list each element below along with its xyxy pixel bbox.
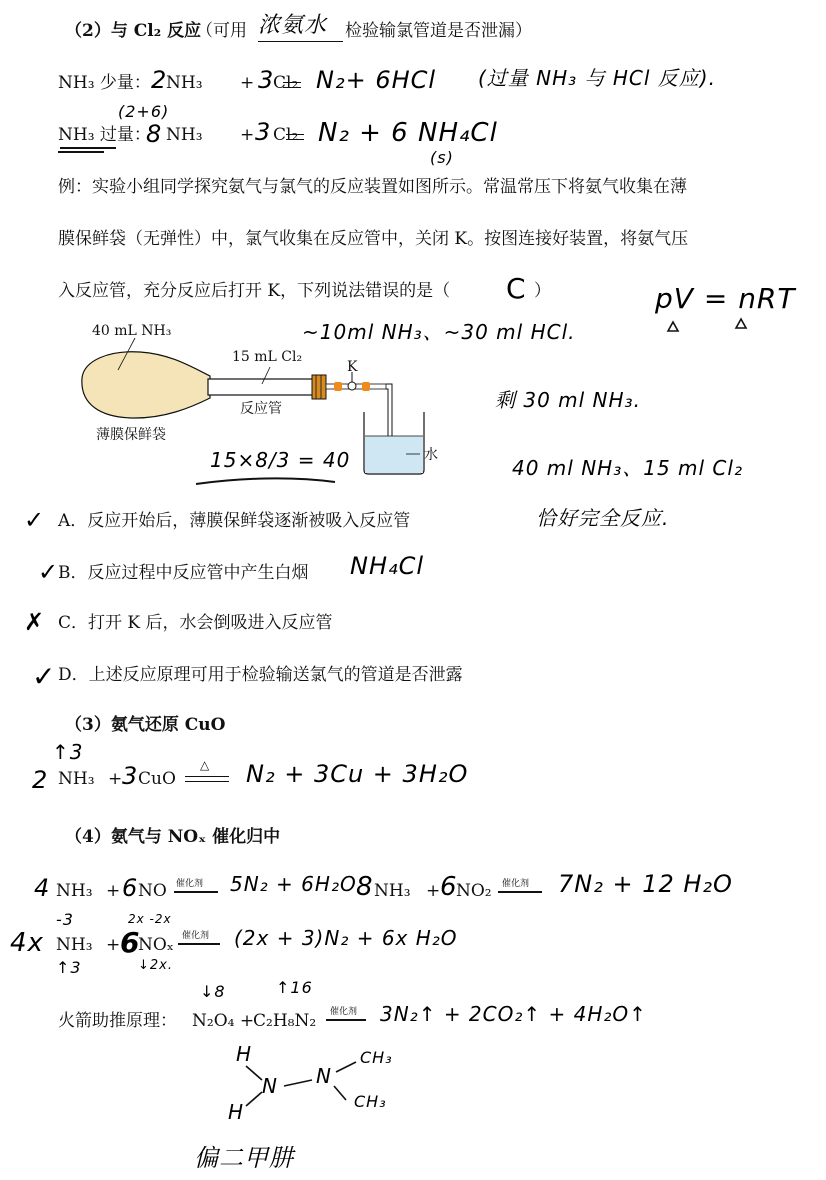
hw-remaining: 剩 30 ml NH₃. xyxy=(495,388,641,412)
nh3-excess-solid: (s) xyxy=(430,148,454,167)
s3-coef2: 3 xyxy=(122,762,139,790)
example-line-3: 入反应管，充分反应后打开 K，下列说法错误的是（ xyxy=(58,281,451,301)
plus: + xyxy=(108,769,123,789)
nh3-excess-label: NH₃ 过量： xyxy=(58,125,151,145)
nh3-little-cl2: Cl₂ xyxy=(273,73,299,93)
option-a-mark: ✓ xyxy=(24,506,46,534)
nh3-little-coef2: 3 xyxy=(258,66,275,94)
hw-pv-nrt: pV = nRT xyxy=(655,282,796,315)
eq1-coef2: 6 xyxy=(122,874,139,902)
struct-n1: N xyxy=(262,1074,278,1098)
catalyst-label: 催化剂 xyxy=(330,1007,358,1017)
option-d: D．上述反应原理可用于检验输送氯气的管道是否泄露 xyxy=(58,665,463,685)
s3-products: N₂ + 3Cu + 3H₂O xyxy=(246,760,469,788)
heating-symbol: △ xyxy=(200,758,210,772)
eq2-coef1: 8 xyxy=(356,872,374,902)
eq1-nh3: NH₃ xyxy=(56,881,93,901)
section-3-heading: （3）氨气还原 CuO xyxy=(65,715,226,735)
valve-k-label: K xyxy=(347,359,358,375)
example-line-1: 例：实验小组同学探究氨气与氯气的反应装置如图所示。常温常压下将氨气收集在薄 xyxy=(58,177,687,197)
section-2-heading: （2）与 Cl₂ 反应 xyxy=(65,21,202,41)
eq2-nh3: NH₃ xyxy=(374,881,411,901)
option-c: C．打开 K 后，水会倒吸进入反应管 xyxy=(58,613,333,633)
eq3-coef1: 4x xyxy=(10,928,44,958)
plus: + xyxy=(240,73,255,93)
struct-ch3b: CH₃ xyxy=(354,1092,387,1111)
eq3-nox: NOₓ xyxy=(138,935,175,955)
hw-volumes: ~10ml NH₃、~30 ml HCl. xyxy=(302,320,576,344)
eq3-ox-n: -3 xyxy=(56,910,74,929)
rocket-label: 火箭助推原理： xyxy=(58,1011,177,1031)
nh3-excess-cl2: Cl₂ xyxy=(273,125,299,145)
option-a: A．反应开始后，薄膜保鲜袋逐渐被吸入反应管 xyxy=(58,511,411,531)
cl2-volume-label: 15 mL Cl₂ xyxy=(232,349,303,365)
blank-answer: 浓氨水 xyxy=(258,13,328,38)
nh3-little-label: NH₃ 少量： xyxy=(58,73,151,93)
plus: + xyxy=(426,881,441,901)
bag-name-label: 薄膜保鲜袋 xyxy=(96,427,166,443)
s3-nh3: NH₃ xyxy=(58,769,95,789)
option-b-note: NH₄Cl xyxy=(350,552,425,580)
section-4-heading: （4）氨气与 NOₓ 催化归中 xyxy=(65,827,281,847)
plus: + xyxy=(240,125,255,145)
rocket-n2o4: N₂O₄ + xyxy=(192,1011,255,1031)
plus: + xyxy=(106,881,121,901)
eq3-ox-top: 2x -2x xyxy=(128,912,172,926)
eq2-coef2: 6 xyxy=(440,872,458,902)
s3-up3: ↑3 xyxy=(52,740,84,764)
option-d-mark: ✓ xyxy=(32,660,57,693)
water-label: 水 xyxy=(424,447,438,463)
eq2-products: 7N₂ + 12 H₂O xyxy=(558,870,733,898)
catalyst-label: 催化剂 xyxy=(176,879,204,889)
struct-n2: N xyxy=(316,1064,332,1088)
nh3-excess-nh3: NH₃ xyxy=(166,125,203,145)
example-line-2: 膜保鲜袋（无弹性）中，氯气收集在反应管中，关闭 K。按图连接好装置，将氨气压 xyxy=(58,229,689,249)
s3-coef1: 2 xyxy=(32,766,49,794)
tube-label: 反应管 xyxy=(240,401,282,417)
eq3-coef2: 6 xyxy=(120,926,141,959)
option-b-mark: ✓ xyxy=(38,558,60,586)
bag-volume-label: 40 mL NH₃ xyxy=(92,323,172,339)
nh3-excess-top-note: (2+6) xyxy=(118,102,170,121)
struct-name: 偏二甲肼 xyxy=(194,1144,294,1172)
eq3-nh3: NH₃ xyxy=(56,935,93,955)
example-answer: C xyxy=(506,272,527,305)
eq1-no: NO xyxy=(138,881,167,901)
nh3-little-product: N₂+ 6HCl xyxy=(316,66,437,94)
eq2-no2: NO₂ xyxy=(456,881,492,901)
hw-calc: 15×8/3 = 40 xyxy=(210,448,351,472)
eq1-coef1: 4 xyxy=(34,874,51,902)
section-2-paren-open: （可用 xyxy=(196,21,247,41)
nh3-excess-coef2: 3 xyxy=(255,118,272,146)
rocket-up16: ↑16 xyxy=(276,978,313,997)
option-c-mark: ✗ xyxy=(24,608,46,636)
eq1-products: 5N₂ + 6H₂O xyxy=(230,872,357,896)
rocket-products: 3N₂↑ + 2CO₂↑ + 4H₂O↑ xyxy=(380,1002,647,1026)
rocket-c2h8n2: C₂H₈N₂ xyxy=(253,1011,317,1031)
eq3-products: (2x + 3)N₂ + 6x H₂O xyxy=(234,926,458,950)
eq3-up: ↑3 xyxy=(56,958,82,977)
plus: + xyxy=(106,935,121,955)
catalyst-label: 催化剂 xyxy=(182,931,210,941)
hw-ratio: 40 ml NH₃、15 ml Cl₂ xyxy=(512,456,743,480)
struct-h2: H xyxy=(228,1100,245,1124)
nh3-excess-product: N₂ + 6 NH₄Cl xyxy=(318,118,498,148)
eq3-down: ↓2x. xyxy=(138,958,173,973)
nh3-little-nh3: NH₃ xyxy=(166,73,203,93)
nh3-little-note: (过量 NH₃ 与 HCl 反应). xyxy=(478,66,716,90)
hw-exact: 恰好完全反应. xyxy=(536,506,670,530)
catalyst-label: 催化剂 xyxy=(502,879,530,889)
section-2-paren-close: 检验输氯管道是否泄漏） xyxy=(345,21,532,41)
option-b: B．反应过程中反应管中产生白烟 xyxy=(58,563,309,583)
s3-cuo: CuO xyxy=(138,769,176,789)
rocket-down8: ↓8 xyxy=(200,982,226,1001)
nh3-excess-coef1: 8 xyxy=(146,120,163,148)
example-line-3-close: ） xyxy=(534,281,551,301)
nh3-little-coef1: 2 xyxy=(151,66,168,94)
struct-ch3a: CH₃ xyxy=(360,1048,393,1067)
struct-h1: H xyxy=(236,1042,253,1066)
